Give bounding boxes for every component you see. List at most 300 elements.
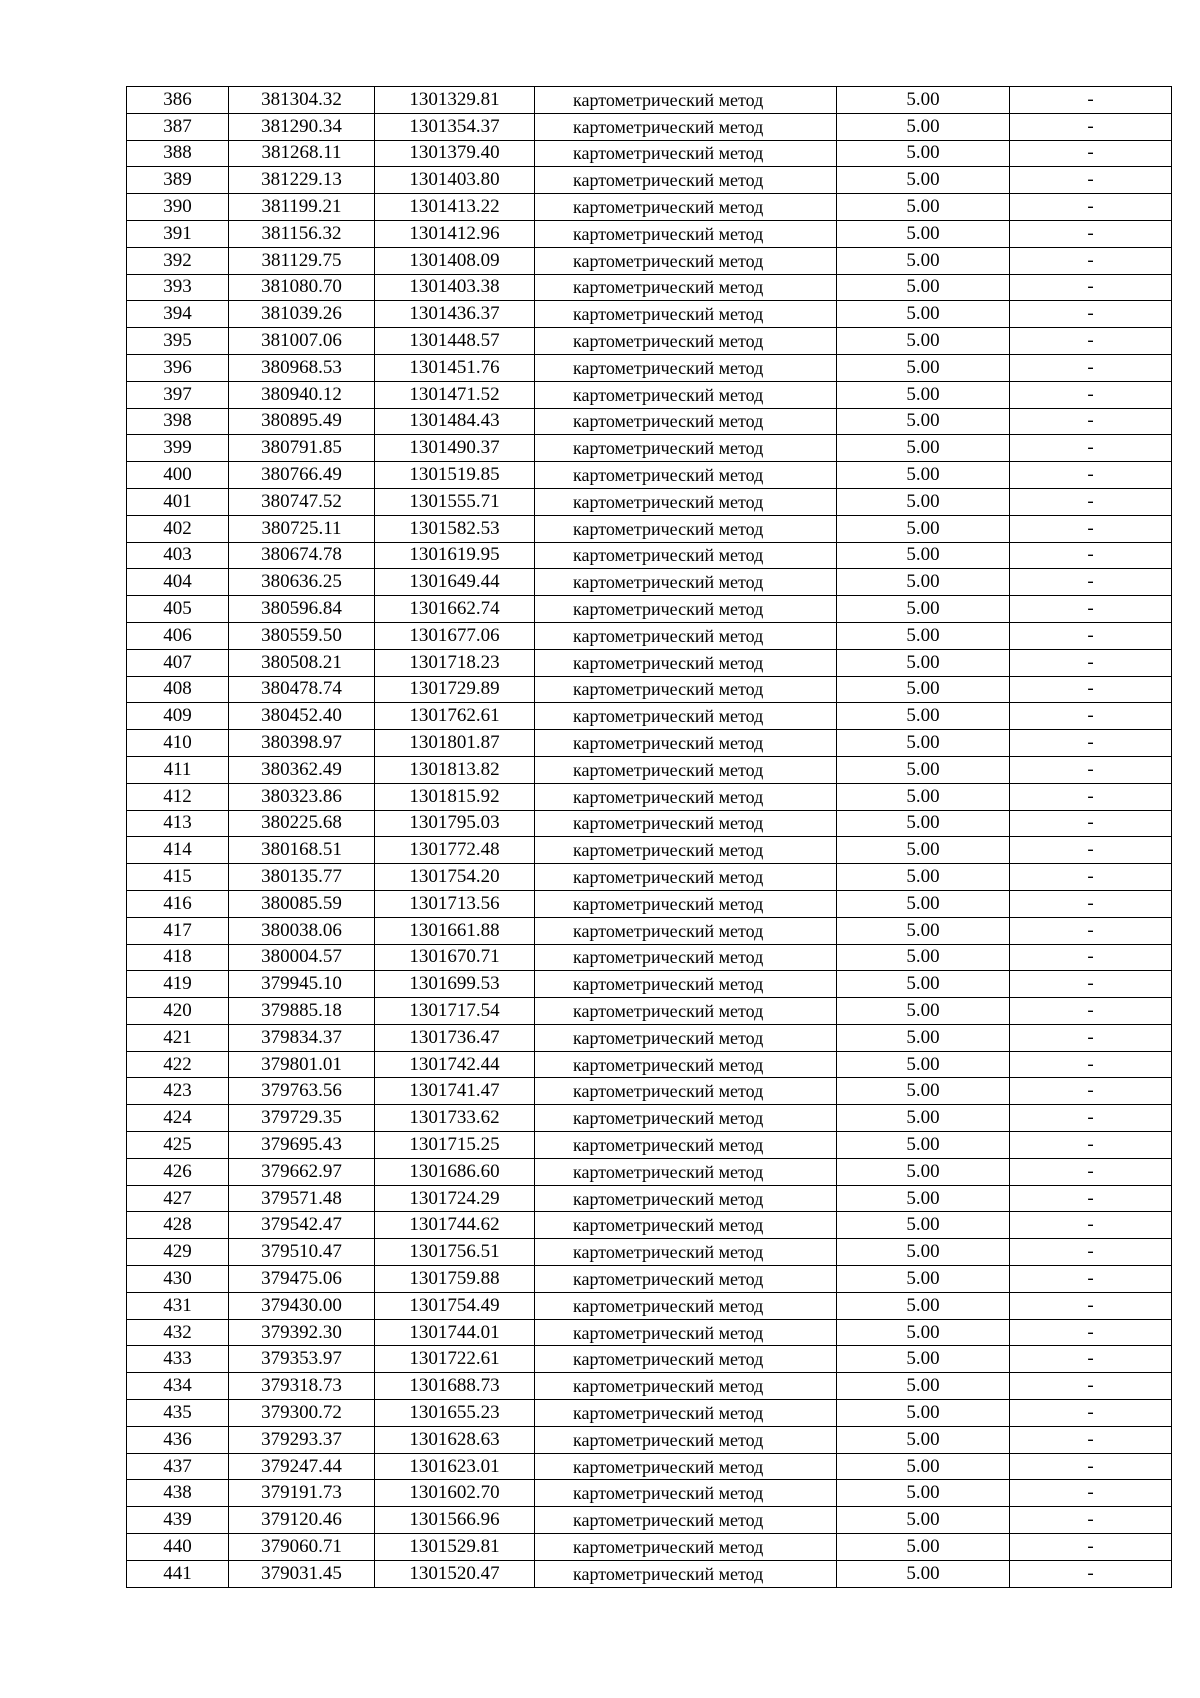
note-cell: - [1010,1185,1172,1212]
table-row [127,194,1172,221]
note-cell: - [1010,1373,1172,1400]
accuracy-cell: 5.00 [837,1453,1010,1480]
method-cell: картометрический метод [535,1346,837,1373]
x-coordinate-cell: 380323.86 [229,783,375,810]
point-number-cell: 439 [127,1507,229,1534]
x-coordinate-cell: 380362.49 [229,756,375,783]
x-coordinate-cell: 380168.51 [229,837,375,864]
point-number-cell: 416 [127,890,229,917]
point-number-cell: 415 [127,864,229,891]
table-row [127,1212,1172,1239]
y-coordinate-cell: 1301715.25 [375,1132,535,1159]
table-row [127,971,1172,998]
point-number-cell: 441 [127,1560,229,1587]
y-coordinate-cell: 1301717.54 [375,998,535,1025]
accuracy-cell: 5.00 [837,971,1010,998]
accuracy-cell: 5.00 [837,998,1010,1025]
point-number-cell: 429 [127,1239,229,1266]
accuracy-cell: 5.00 [837,622,1010,649]
y-coordinate-cell: 1301742.44 [375,1051,535,1078]
method-cell: картометрический метод [535,783,837,810]
point-number-cell: 405 [127,596,229,623]
note-cell: - [1010,569,1172,596]
y-coordinate-cell: 1301733.62 [375,1105,535,1132]
point-number-cell: 411 [127,756,229,783]
table-row [127,1266,1172,1293]
accuracy-cell: 5.00 [837,1319,1010,1346]
note-cell: - [1010,1426,1172,1453]
note-cell: - [1010,1534,1172,1561]
point-number-cell: 398 [127,408,229,435]
method-cell: картометрический метод [535,354,837,381]
y-coordinate-cell: 1301741.47 [375,1078,535,1105]
x-coordinate-cell: 380791.85 [229,435,375,462]
note-cell: - [1010,596,1172,623]
table-row [127,1105,1172,1132]
y-coordinate-cell: 1301699.53 [375,971,535,998]
method-cell: картометрический метод [535,1212,837,1239]
y-coordinate-cell: 1301759.88 [375,1266,535,1293]
y-coordinate-cell: 1301354.37 [375,113,535,140]
note-cell: - [1010,328,1172,355]
point-number-cell: 400 [127,462,229,489]
method-cell: картометрический метод [535,167,837,194]
note-cell: - [1010,274,1172,301]
note-cell: - [1010,1078,1172,1105]
accuracy-cell: 5.00 [837,783,1010,810]
y-coordinate-cell: 1301724.29 [375,1185,535,1212]
point-number-cell: 438 [127,1480,229,1507]
x-coordinate-cell: 380004.57 [229,944,375,971]
coordinates-table-body [127,87,1172,1588]
accuracy-cell: 5.00 [837,944,1010,971]
method-cell: картометрический метод [535,87,837,114]
point-number-cell: 408 [127,676,229,703]
table-row [127,301,1172,328]
y-coordinate-cell: 1301713.56 [375,890,535,917]
x-coordinate-cell: 381229.13 [229,167,375,194]
note-cell: - [1010,756,1172,783]
table-row [127,622,1172,649]
point-number-cell: 436 [127,1426,229,1453]
point-number-cell: 426 [127,1158,229,1185]
x-coordinate-cell: 379120.46 [229,1507,375,1534]
method-cell: картометрический метод [535,837,837,864]
note-cell: - [1010,1453,1172,1480]
y-coordinate-cell: 1301756.51 [375,1239,535,1266]
method-cell: картометрический метод [535,435,837,462]
table-row [127,462,1172,489]
note-cell: - [1010,1480,1172,1507]
table-row [127,408,1172,435]
point-number-cell: 403 [127,542,229,569]
method-cell: картометрический метод [535,542,837,569]
x-coordinate-cell: 380747.52 [229,488,375,515]
accuracy-cell: 5.00 [837,167,1010,194]
note-cell: - [1010,488,1172,515]
note-cell: - [1010,462,1172,489]
accuracy-cell: 5.00 [837,1132,1010,1159]
x-coordinate-cell: 381290.34 [229,113,375,140]
note-cell: - [1010,1158,1172,1185]
accuracy-cell: 5.00 [837,1051,1010,1078]
note-cell: - [1010,649,1172,676]
x-coordinate-cell: 381039.26 [229,301,375,328]
y-coordinate-cell: 1301677.06 [375,622,535,649]
y-coordinate-cell: 1301801.87 [375,730,535,757]
method-cell: картометрический метод [535,220,837,247]
table-row [127,1426,1172,1453]
point-number-cell: 431 [127,1292,229,1319]
x-coordinate-cell: 380508.21 [229,649,375,676]
y-coordinate-cell: 1301744.01 [375,1319,535,1346]
method-cell: картометрический метод [535,569,837,596]
accuracy-cell: 5.00 [837,1507,1010,1534]
method-cell: картометрический метод [535,622,837,649]
method-cell: картометрический метод [535,1453,837,1480]
x-coordinate-cell: 379885.18 [229,998,375,1025]
x-coordinate-cell: 379662.97 [229,1158,375,1185]
x-coordinate-cell: 381199.21 [229,194,375,221]
method-cell: картометрический метод [535,408,837,435]
y-coordinate-cell: 1301754.20 [375,864,535,891]
y-coordinate-cell: 1301722.61 [375,1346,535,1373]
note-cell: - [1010,542,1172,569]
method-cell: картометрический метод [535,462,837,489]
method-cell: картометрический метод [535,1426,837,1453]
y-coordinate-cell: 1301379.40 [375,140,535,167]
x-coordinate-cell: 379801.01 [229,1051,375,1078]
method-cell: картометрический метод [535,864,837,891]
table-row [127,569,1172,596]
x-coordinate-cell: 379300.72 [229,1400,375,1427]
x-coordinate-cell: 380636.25 [229,569,375,596]
x-coordinate-cell: 379475.06 [229,1266,375,1293]
table-row [127,998,1172,1025]
table-row [127,488,1172,515]
table-row [127,1051,1172,1078]
table-row [127,837,1172,864]
accuracy-cell: 5.00 [837,1105,1010,1132]
table-row [127,1373,1172,1400]
note-cell: - [1010,864,1172,891]
point-number-cell: 425 [127,1132,229,1159]
y-coordinate-cell: 1301490.37 [375,435,535,462]
accuracy-cell: 5.00 [837,1426,1010,1453]
y-coordinate-cell: 1301448.57 [375,328,535,355]
coordinates-table [126,86,1172,1588]
table-row [127,596,1172,623]
y-coordinate-cell: 1301661.88 [375,917,535,944]
accuracy-cell: 5.00 [837,1400,1010,1427]
table-row [127,1132,1172,1159]
accuracy-cell: 5.00 [837,113,1010,140]
note-cell: - [1010,1212,1172,1239]
point-number-cell: 420 [127,998,229,1025]
y-coordinate-cell: 1301582.53 [375,515,535,542]
point-number-cell: 424 [127,1105,229,1132]
method-cell: картометрический метод [535,301,837,328]
y-coordinate-cell: 1301813.82 [375,756,535,783]
y-coordinate-cell: 1301649.44 [375,569,535,596]
x-coordinate-cell: 381156.32 [229,220,375,247]
point-number-cell: 386 [127,87,229,114]
x-coordinate-cell: 380038.06 [229,917,375,944]
note-cell: - [1010,783,1172,810]
accuracy-cell: 5.00 [837,649,1010,676]
x-coordinate-cell: 379430.00 [229,1292,375,1319]
y-coordinate-cell: 1301795.03 [375,810,535,837]
x-coordinate-cell: 379060.71 [229,1534,375,1561]
x-coordinate-cell: 379353.97 [229,1346,375,1373]
y-coordinate-cell: 1301772.48 [375,837,535,864]
x-coordinate-cell: 380135.77 [229,864,375,891]
y-coordinate-cell: 1301602.70 [375,1480,535,1507]
x-coordinate-cell: 380940.12 [229,381,375,408]
table-row [127,328,1172,355]
method-cell: картометрический метод [535,247,837,274]
y-coordinate-cell: 1301754.49 [375,1292,535,1319]
method-cell: картометрический метод [535,140,837,167]
note-cell: - [1010,435,1172,462]
method-cell: картометрический метод [535,381,837,408]
y-coordinate-cell: 1301436.37 [375,301,535,328]
method-cell: картометрический метод [535,1078,837,1105]
table-row [127,864,1172,891]
x-coordinate-cell: 381129.75 [229,247,375,274]
method-cell: картометрический метод [535,515,837,542]
accuracy-cell: 5.00 [837,1266,1010,1293]
method-cell: картометрический метод [535,1292,837,1319]
y-coordinate-cell: 1301471.52 [375,381,535,408]
x-coordinate-cell: 379695.43 [229,1132,375,1159]
table-row [127,1292,1172,1319]
y-coordinate-cell: 1301403.38 [375,274,535,301]
method-cell: картометрический метод [535,274,837,301]
point-number-cell: 409 [127,703,229,730]
table-row [127,1078,1172,1105]
point-number-cell: 388 [127,140,229,167]
accuracy-cell: 5.00 [837,247,1010,274]
note-cell: - [1010,301,1172,328]
method-cell: картометрический метод [535,1534,837,1561]
note-cell: - [1010,676,1172,703]
table-row [127,167,1172,194]
y-coordinate-cell: 1301529.81 [375,1534,535,1561]
x-coordinate-cell: 380596.84 [229,596,375,623]
accuracy-cell: 5.00 [837,703,1010,730]
note-cell: - [1010,247,1172,274]
table-row [127,220,1172,247]
note-cell: - [1010,810,1172,837]
table-row [127,917,1172,944]
table-row [127,1507,1172,1534]
note-cell: - [1010,167,1172,194]
table-row [127,1239,1172,1266]
note-cell: - [1010,998,1172,1025]
table-row [127,1319,1172,1346]
x-coordinate-cell: 379729.35 [229,1105,375,1132]
point-number-cell: 392 [127,247,229,274]
table-row [127,247,1172,274]
accuracy-cell: 5.00 [837,462,1010,489]
x-coordinate-cell: 379834.37 [229,1024,375,1051]
point-number-cell: 407 [127,649,229,676]
note-cell: - [1010,1507,1172,1534]
method-cell: картометрический метод [535,1185,837,1212]
point-number-cell: 432 [127,1319,229,1346]
accuracy-cell: 5.00 [837,381,1010,408]
accuracy-cell: 5.00 [837,140,1010,167]
x-coordinate-cell: 379945.10 [229,971,375,998]
x-coordinate-cell: 379191.73 [229,1480,375,1507]
accuracy-cell: 5.00 [837,864,1010,891]
note-cell: - [1010,890,1172,917]
table-row [127,730,1172,757]
point-number-cell: 435 [127,1400,229,1427]
note-cell: - [1010,1132,1172,1159]
accuracy-cell: 5.00 [837,917,1010,944]
note-cell: - [1010,87,1172,114]
point-number-cell: 410 [127,730,229,757]
method-cell: картометрический метод [535,756,837,783]
table-row [127,1346,1172,1373]
x-coordinate-cell: 380559.50 [229,622,375,649]
y-coordinate-cell: 1301555.71 [375,488,535,515]
method-cell: картометрический метод [535,971,837,998]
table-row [127,1158,1172,1185]
method-cell: картометрический метод [535,1105,837,1132]
note-cell: - [1010,730,1172,757]
accuracy-cell: 5.00 [837,1373,1010,1400]
x-coordinate-cell: 379318.73 [229,1373,375,1400]
point-number-cell: 393 [127,274,229,301]
note-cell: - [1010,837,1172,864]
x-coordinate-cell: 381007.06 [229,328,375,355]
point-number-cell: 433 [127,1346,229,1373]
note-cell: - [1010,381,1172,408]
method-cell: картометрический метод [535,113,837,140]
x-coordinate-cell: 379542.47 [229,1212,375,1239]
table-row [127,1534,1172,1561]
method-cell: картометрический метод [535,1266,837,1293]
y-coordinate-cell: 1301670.71 [375,944,535,971]
note-cell: - [1010,113,1172,140]
accuracy-cell: 5.00 [837,837,1010,864]
accuracy-cell: 5.00 [837,730,1010,757]
point-number-cell: 394 [127,301,229,328]
accuracy-cell: 5.00 [837,890,1010,917]
method-cell: картометрический метод [535,703,837,730]
y-coordinate-cell: 1301408.09 [375,247,535,274]
x-coordinate-cell: 380398.97 [229,730,375,757]
method-cell: картометрический метод [535,1373,837,1400]
x-coordinate-cell: 380452.40 [229,703,375,730]
y-coordinate-cell: 1301412.96 [375,220,535,247]
accuracy-cell: 5.00 [837,354,1010,381]
method-cell: картометрический метод [535,810,837,837]
y-coordinate-cell: 1301718.23 [375,649,535,676]
accuracy-cell: 5.00 [837,220,1010,247]
table-row [127,542,1172,569]
method-cell: картометрический метод [535,998,837,1025]
point-number-cell: 401 [127,488,229,515]
x-coordinate-cell: 381268.11 [229,140,375,167]
point-number-cell: 428 [127,1212,229,1239]
method-cell: картометрический метод [535,194,837,221]
point-number-cell: 399 [127,435,229,462]
table-row [127,1024,1172,1051]
point-number-cell: 440 [127,1534,229,1561]
note-cell: - [1010,944,1172,971]
accuracy-cell: 5.00 [837,1078,1010,1105]
note-cell: - [1010,971,1172,998]
accuracy-cell: 5.00 [837,1024,1010,1051]
note-cell: - [1010,1560,1172,1587]
y-coordinate-cell: 1301520.47 [375,1560,535,1587]
table-row [127,756,1172,783]
accuracy-cell: 5.00 [837,274,1010,301]
point-number-cell: 413 [127,810,229,837]
point-number-cell: 387 [127,113,229,140]
note-cell: - [1010,1051,1172,1078]
point-number-cell: 422 [127,1051,229,1078]
note-cell: - [1010,917,1172,944]
table-row [127,354,1172,381]
x-coordinate-cell: 379031.45 [229,1560,375,1587]
table-row [127,140,1172,167]
point-number-cell: 419 [127,971,229,998]
accuracy-cell: 5.00 [837,435,1010,462]
table-row [127,783,1172,810]
table-row [127,381,1172,408]
y-coordinate-cell: 1301662.74 [375,596,535,623]
table-row [127,1400,1172,1427]
accuracy-cell: 5.00 [837,1292,1010,1319]
point-number-cell: 396 [127,354,229,381]
accuracy-cell: 5.00 [837,1185,1010,1212]
method-cell: картометрический метод [535,488,837,515]
method-cell: картометрический метод [535,649,837,676]
table-row [127,649,1172,676]
accuracy-cell: 5.00 [837,542,1010,569]
method-cell: картометрический метод [535,944,837,971]
accuracy-cell: 5.00 [837,756,1010,783]
accuracy-cell: 5.00 [837,194,1010,221]
point-number-cell: 390 [127,194,229,221]
x-coordinate-cell: 380085.59 [229,890,375,917]
note-cell: - [1010,622,1172,649]
note-cell: - [1010,1024,1172,1051]
x-coordinate-cell: 379293.37 [229,1426,375,1453]
point-number-cell: 402 [127,515,229,542]
note-cell: - [1010,1292,1172,1319]
accuracy-cell: 5.00 [837,301,1010,328]
method-cell: картометрический метод [535,676,837,703]
note-cell: - [1010,1346,1172,1373]
y-coordinate-cell: 1301451.76 [375,354,535,381]
accuracy-cell: 5.00 [837,515,1010,542]
y-coordinate-cell: 1301815.92 [375,783,535,810]
point-number-cell: 414 [127,837,229,864]
point-number-cell: 397 [127,381,229,408]
point-number-cell: 434 [127,1373,229,1400]
note-cell: - [1010,140,1172,167]
method-cell: картометрический метод [535,1239,837,1266]
method-cell: картометрический метод [535,890,837,917]
y-coordinate-cell: 1301729.89 [375,676,535,703]
method-cell: картометрический метод [535,1024,837,1051]
